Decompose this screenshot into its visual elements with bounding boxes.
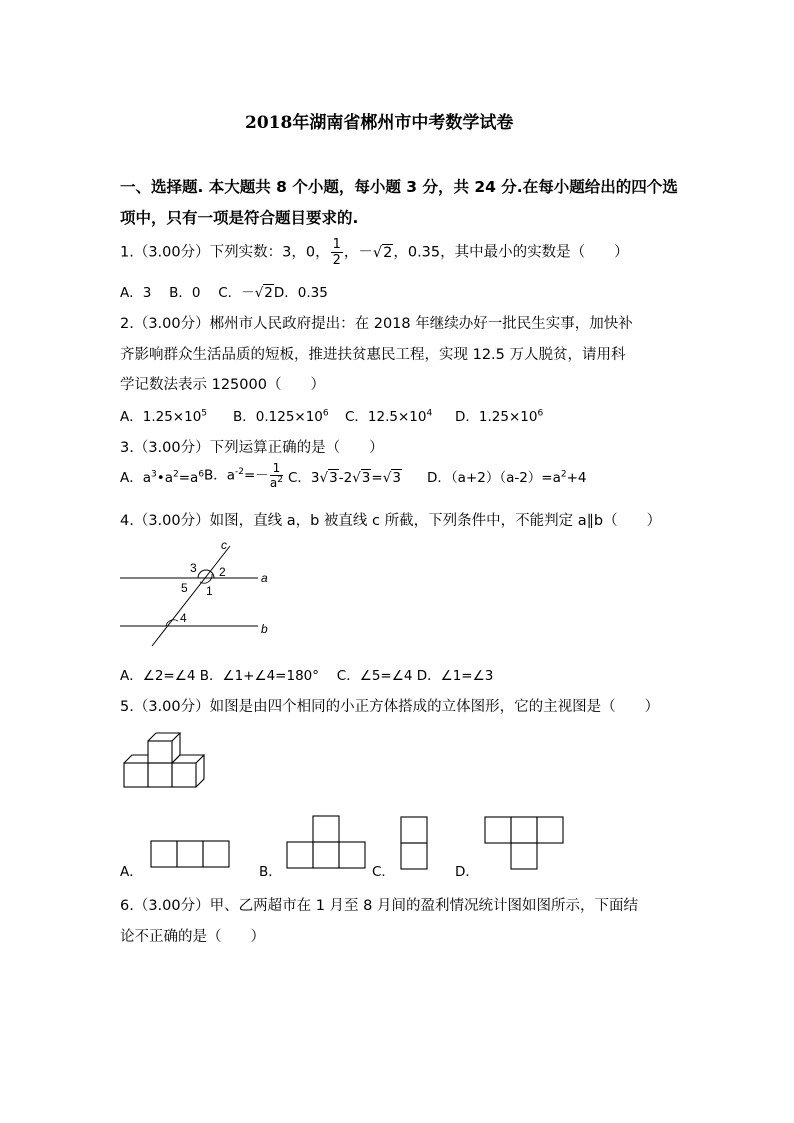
question-1-stem: 1.（3.00分）下列实数：3，0， $\frac{1}{2}$ ，－√2，0.35，其中最小的实数是（ ） [120,237,629,268]
question-3-option-c: C．3√3-2√3=√3 [288,470,401,486]
question-5-stem: 5.（3.00分）如图是由四个相同的小正方体搭成的立体图形，它的主视图是（ ） [120,699,660,715]
cube-stack-figure [122,730,207,792]
sqrt-symbol: √2 [254,285,273,301]
question-5-option-a-label: A． [120,864,143,880]
angle-1-label: 1 [206,584,213,598]
question-2-line1: 2.（3.00分）郴州市人民政府提出：在 2018 年继续办好一批民生实事，加快补 [120,316,633,332]
option-a-view [150,840,230,868]
question-2-option-b: B．$0.125\times 10^6$ [233,408,329,425]
question-4-options: A．∠2=∠4 B．∠1+∠4=180° C．∠5=∠4 D．∠1=∠3 [120,668,494,684]
fraction-one-half: $\frac{1}{2}$ [332,237,341,268]
parallel-lines-figure [118,538,288,648]
sqrt-symbol: √2 [372,244,393,261]
question-3-option-d: D．$(a+2)(a-2)=a^2+4$ [427,469,587,486]
option-d-view [484,816,564,870]
section-heading-line2: 项中，只有一项是符合题目要求的. [120,209,359,227]
question-6-line2: 论不正确的是（ ） [120,929,265,945]
question-3-stem: 3.（3.00分）下列运算正确的是（ ） [120,440,384,456]
angle-3-label: 3 [190,561,197,575]
question-2-line2: 齐影响群众生活品质的短板，推进扶贫惠民工程，实现 12.5 万人脱贫，请用科 [120,347,626,363]
question-3-option-b: B．$a^{-2}=-$ $\frac{1}{a^2}$ [204,461,283,490]
question-2-line3: 学记数法表示 125000（ ） [120,377,325,393]
angle-4-label: 4 [180,611,187,625]
question-5-option-d-label: D． [455,864,479,880]
option-c-view [400,816,428,870]
question-5-option-c-label: C． [372,864,395,880]
section-heading-line1: 一、选择题. 本大题共 8 个小题，每小题 3 分，共 24 分.在每小题给出的四个选 [120,178,678,196]
question-2-option-d: D．$1.25\times 10^6$ [455,408,544,425]
question-2-option-a: A．$1.25\times 10^5$ [120,408,208,425]
label-line-b: b [261,622,268,636]
angle-5-label: 5 [181,581,188,595]
option-b-view [286,815,366,869]
question-6-line1: 6.（3.00分）甲、乙两超市在 1 月至 8 月间的盈利情况统计图如图所示，下面结 [120,898,639,914]
label-line-c: c [221,538,227,552]
label-line-a: a [261,571,268,585]
question-5-option-b-label: B． [259,864,282,880]
question-2-option-c: C．$12.5\times 10^4$ [345,408,433,425]
page-title: 2018年湖南省郴州市中考数学试卷 [245,113,514,133]
question-3-option-a: A．$a^3•a^2=a^6$ [120,469,205,486]
question-1-options: A．3 B．0 C．－√2D．0.35 [120,285,328,301]
question-4-stem: 4.（3.00分）如图，直线 a，b 被直线 c 所截，下列条件中，不能判定 a∥b（ ） [120,513,662,529]
angle-2-label: 2 [219,565,226,579]
